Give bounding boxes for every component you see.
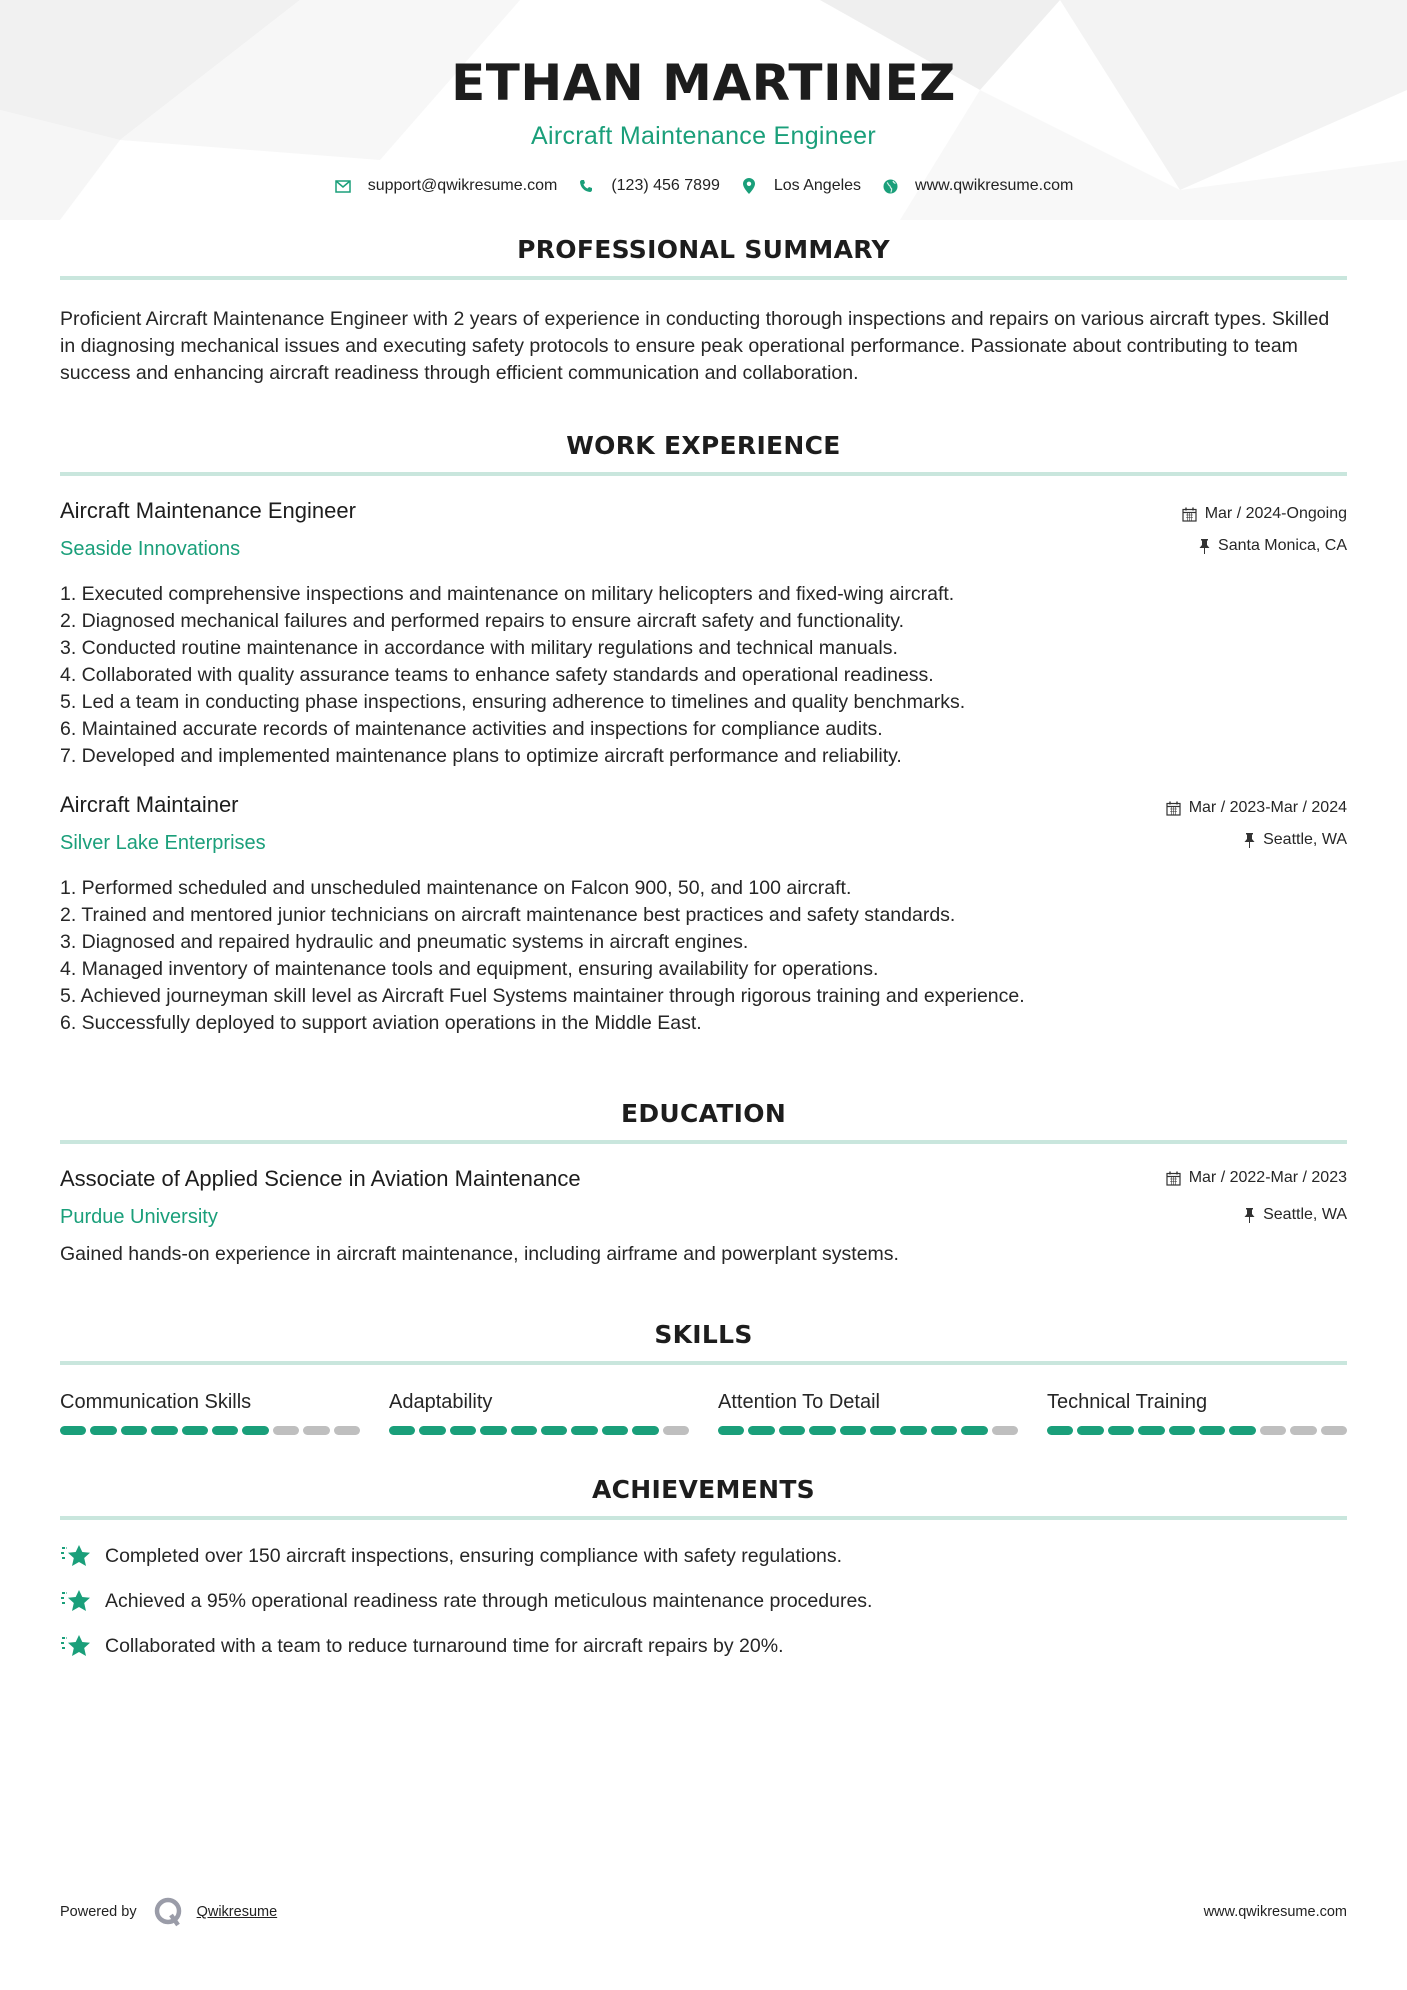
calendar-icon	[1166, 1171, 1181, 1186]
list-item: 3. Conducted routine maintenance in accordance with military regulations and technical manuals.	[60, 637, 898, 659]
job-location: Santa Monica, CA	[1218, 537, 1347, 554]
job-title: Aircraft Maintainer	[60, 792, 239, 817]
pushpin-icon	[1244, 833, 1255, 848]
list-item	[60, 1587, 1347, 1615]
phone-text: (123) 456 7899	[611, 177, 720, 194]
job-bullets	[60, 581, 1347, 770]
list-item: 1. Performed scheduled and unscheduled maintenance on Falcon 900, 50, and 100 aircraft.	[60, 877, 852, 899]
list-item: 1. Executed comprehensive inspections and maintenance on military helicopters and fixed-wing aircraft.	[60, 583, 955, 605]
rating-segment-filled	[602, 1426, 628, 1435]
skills-list	[60, 1391, 1347, 1435]
globe-icon	[881, 177, 899, 195]
list-item: 5. Achieved journeyman skill level as Aircraft Fuel Systems maintainer through rigorous training and experience.	[60, 985, 1025, 1007]
school-name: Purdue University	[60, 1206, 218, 1228]
job-entry	[60, 792, 1347, 1037]
summary-text: Proficient Aircraft Maintenance Engineer with 2 years of experience in conducting thorough inspections and repairs on various aircraft types. Skilled in diagnosing mechanical issues and executing safety protocols to ensure peak operational performance. Passionate about contributing to team success and enhancing aircraft readiness through efficient communication and collaboration.	[60, 308, 1330, 384]
page-footer	[60, 1896, 1347, 1928]
rating-segment-filled	[450, 1426, 476, 1435]
star-achievement-icon	[60, 1542, 92, 1570]
rating-segment-filled	[1108, 1426, 1134, 1435]
rating-segment-filled	[840, 1426, 866, 1435]
achievements-list	[60, 1542, 1347, 1660]
job-title: Aircraft Maintenance Engineer	[60, 498, 356, 523]
list-item: 7. Developed and implemented maintenance plans to optimize aircraft performance and reliability.	[60, 745, 902, 767]
section-heading: WORK EXPERIENCE	[566, 431, 841, 460]
rating-segment-filled	[242, 1426, 268, 1435]
candidate-name: ETHAN MARTINEZ	[451, 54, 956, 112]
rating-segment-filled	[748, 1426, 774, 1435]
rating-segment-filled	[632, 1426, 658, 1435]
rating-segment-filled	[1077, 1426, 1103, 1435]
list-item: 6. Successfully deployed to support aviation operations in the Middle East.	[60, 1012, 702, 1034]
rating-segment-filled	[809, 1426, 835, 1435]
rating-segment-filled	[212, 1426, 238, 1435]
list-item: 3. Diagnosed and repaired hydraulic and pneumatic systems in aircraft engines.	[60, 931, 749, 953]
rating-segment-filled	[571, 1426, 597, 1435]
skill-rating-bar	[389, 1426, 689, 1435]
skill-name: Attention To Detail	[718, 1391, 880, 1413]
rating-segment-filled	[60, 1426, 86, 1435]
map-marker-icon	[740, 177, 758, 195]
section-heading: ACHIEVEMENTS	[592, 1475, 815, 1504]
rating-segment-filled	[389, 1426, 415, 1435]
rating-segment-filled	[1199, 1426, 1225, 1435]
rating-segment-filled	[961, 1426, 987, 1435]
section-divider	[60, 1361, 1347, 1365]
resume-header	[60, 0, 1347, 195]
education-section	[60, 1099, 1347, 1268]
rating-segment-empty	[303, 1426, 329, 1435]
skills-section	[60, 1320, 1347, 1435]
rating-segment-empty	[992, 1426, 1018, 1435]
education-dates: Mar / 2022-Mar / 2023	[1188, 1169, 1347, 1186]
qwikresume-logo-icon	[153, 1896, 185, 1928]
rating-segment-filled	[1047, 1426, 1073, 1435]
rating-segment-filled	[90, 1426, 116, 1435]
list-item: 4. Managed inventory of maintenance tools and equipment, ensuring availability for operations.	[60, 958, 879, 980]
rating-segment-filled	[870, 1426, 896, 1435]
rating-segment-filled	[480, 1426, 506, 1435]
list-item: 4. Collaborated with quality assurance teams to enhance safety standards and operational readiness.	[60, 664, 934, 686]
rating-segment-empty	[1321, 1426, 1347, 1435]
skill-rating-bar	[1047, 1426, 1347, 1435]
rating-segment-filled	[900, 1426, 926, 1435]
job-location: Seattle, WA	[1263, 831, 1347, 848]
degree-title: Associate of Applied Science in Aviation Maintenance	[60, 1166, 581, 1191]
skill-name: Adaptability	[389, 1391, 493, 1413]
job-dates: Mar / 2024-Ongoing	[1204, 505, 1347, 522]
email-text: support@qwikresume.com	[367, 177, 558, 194]
rating-segment-empty	[273, 1426, 299, 1435]
rating-segment-filled	[151, 1426, 177, 1435]
rating-segment-filled	[182, 1426, 208, 1435]
list-item	[60, 1542, 1347, 1570]
rating-segment-empty	[663, 1426, 689, 1435]
list-item: 5. Led a team in conducting phase inspections, ensuring adherence to timelines and quality benchmarks.	[60, 691, 966, 713]
list-item: 6. Maintained accurate records of maintenance activities and inspections for compliance audits.	[60, 718, 883, 740]
section-divider	[60, 1140, 1347, 1144]
skill-item	[1047, 1391, 1347, 1435]
rating-segment-filled	[121, 1426, 147, 1435]
skill-item	[718, 1391, 1018, 1435]
skill-name: Technical Training	[1047, 1391, 1208, 1413]
phone-icon	[577, 177, 595, 195]
contact-bar	[60, 177, 1347, 195]
skill-rating-bar	[60, 1426, 360, 1435]
achievement-text: Achieved a 95% operational readiness rate through meticulous maintenance procedures.	[105, 1589, 873, 1612]
contact-email[interactable]	[334, 177, 558, 195]
job-company: Seaside Innovations	[60, 538, 241, 560]
calendar-icon	[1166, 801, 1181, 816]
job-dates: Mar / 2023-Mar / 2024	[1188, 799, 1347, 816]
skill-item	[389, 1391, 689, 1435]
rating-segment-filled	[718, 1426, 744, 1435]
star-achievement-icon	[60, 1632, 92, 1660]
education-location: Seattle, WA	[1263, 1206, 1347, 1223]
website-text: www.qwikresume.com	[915, 177, 1074, 194]
achievements-section	[60, 1475, 1347, 1660]
powered-by-label: Powered by	[60, 1904, 137, 1920]
rating-segment-filled	[931, 1426, 957, 1435]
job-company: Silver Lake Enterprises	[60, 832, 266, 854]
calendar-icon	[1182, 507, 1197, 522]
section-heading: SKILLS	[654, 1320, 753, 1349]
list-item: 2. Diagnosed mechanical failures and performed repairs to ensure aircraft safety and functionality.	[60, 610, 905, 632]
rating-segment-filled	[1229, 1426, 1255, 1435]
rating-segment-empty	[334, 1426, 360, 1435]
experience-section	[60, 431, 1347, 1037]
envelope-icon	[334, 177, 352, 195]
summary-section	[60, 235, 1347, 387]
rating-segment-empty	[1290, 1426, 1316, 1435]
education-description: Gained hands-on experience in aircraft maintenance, including airframe and powerplant systems.	[60, 1243, 899, 1265]
skill-name: Communication Skills	[60, 1391, 252, 1413]
section-heading: PROFESSIONAL SUMMARY	[517, 235, 890, 264]
list-item	[60, 1632, 1347, 1660]
rating-segment-filled	[511, 1426, 537, 1435]
achievement-text: Collaborated with a team to reduce turnaround time for aircraft repairs by 20%.	[105, 1634, 784, 1657]
section-heading: EDUCATION	[620, 1099, 787, 1128]
qwikresume-link[interactable]: Qwikresume	[196, 1904, 278, 1920]
section-divider	[60, 276, 1347, 280]
job-bullets	[60, 875, 1347, 1037]
skill-rating-bar	[718, 1426, 1018, 1435]
pushpin-icon	[1199, 539, 1210, 554]
contact-website[interactable]	[881, 177, 1073, 195]
list-item: 2. Trained and mentored junior technicians on aircraft maintenance best practices and safety standards.	[60, 904, 956, 926]
candidate-title: Aircraft Maintenance Engineer	[531, 122, 876, 150]
rating-segment-empty	[1260, 1426, 1286, 1435]
pushpin-icon	[1244, 1208, 1255, 1223]
contact-location	[740, 177, 861, 195]
rating-segment-filled	[419, 1426, 445, 1435]
section-divider	[60, 472, 1347, 476]
section-divider	[60, 1516, 1347, 1520]
rating-segment-filled	[1169, 1426, 1195, 1435]
footer-website[interactable]: www.qwikresume.com	[1203, 1904, 1347, 1920]
job-entry	[60, 498, 1347, 770]
star-achievement-icon	[60, 1587, 92, 1615]
rating-segment-filled	[541, 1426, 567, 1435]
education-entry	[60, 1166, 1347, 1268]
achievement-text: Completed over 150 aircraft inspections, ensuring compliance with safety regulations.	[105, 1544, 843, 1567]
location-text: Los Angeles	[773, 177, 862, 194]
skill-item	[60, 1391, 360, 1435]
contact-phone[interactable]	[577, 177, 720, 195]
rating-segment-filled	[779, 1426, 805, 1435]
rating-segment-filled	[1138, 1426, 1164, 1435]
